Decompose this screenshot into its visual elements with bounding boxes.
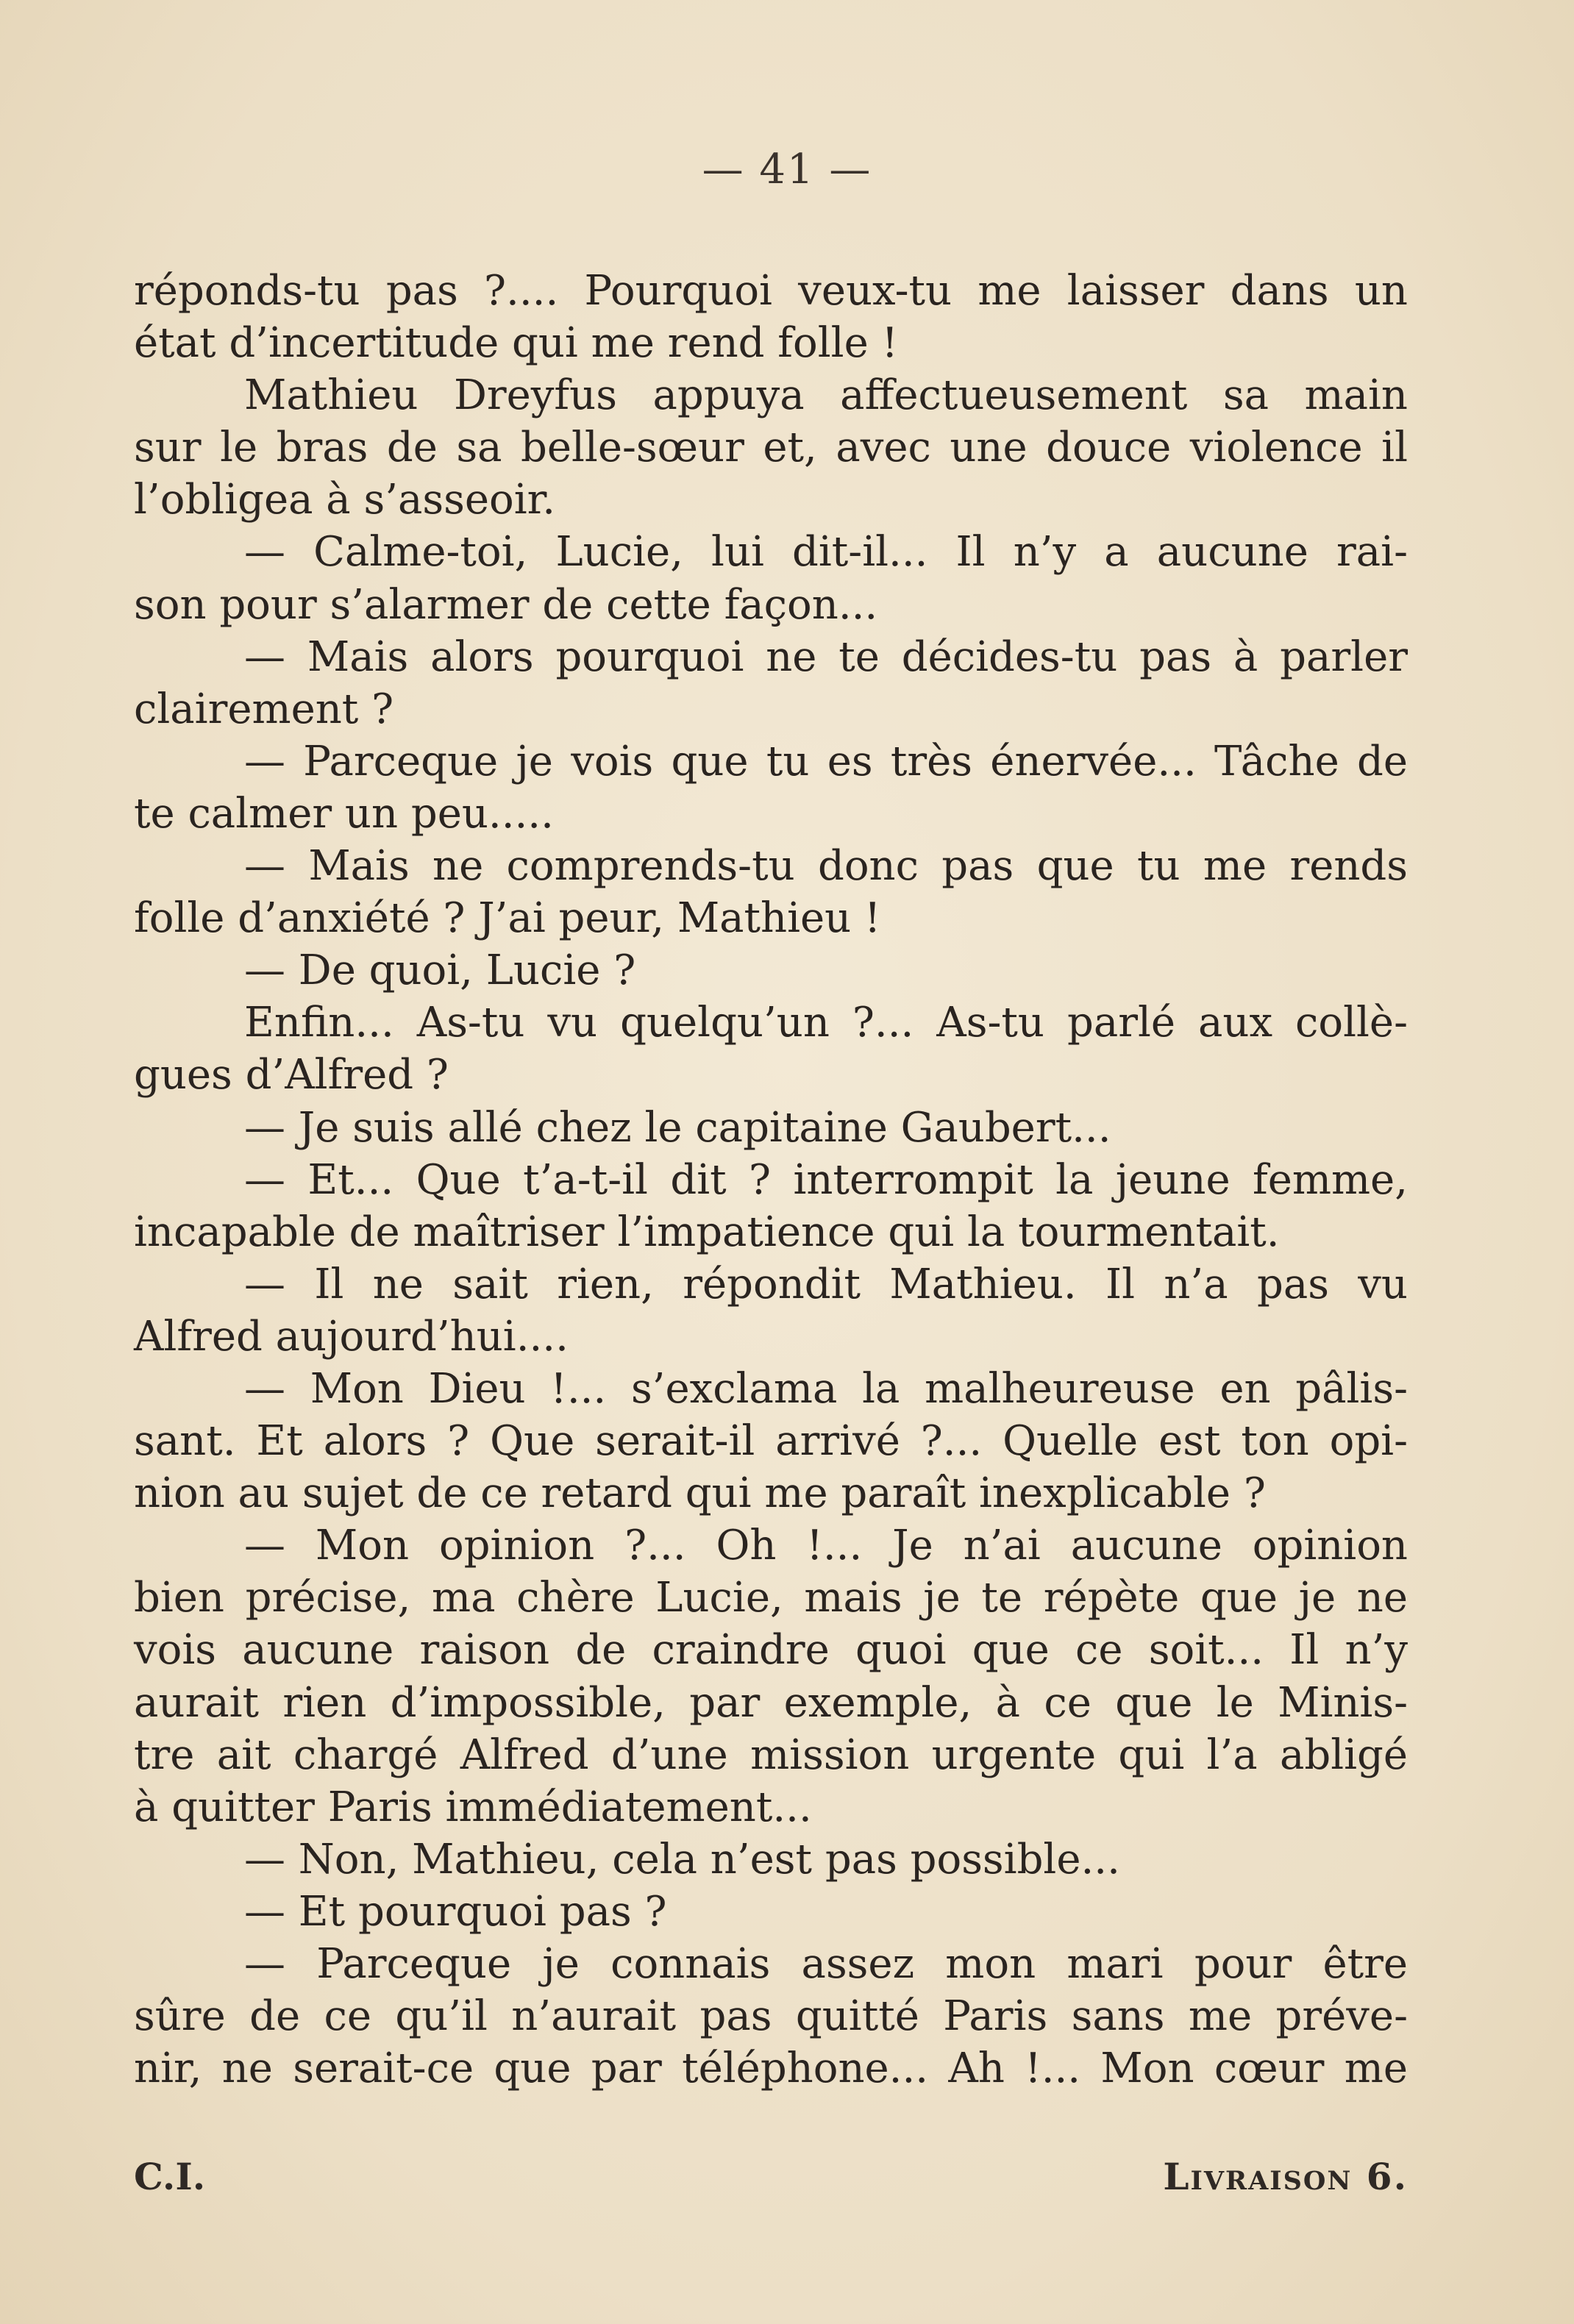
text-line: — Il ne sait rien, répondit Mathieu. Il n’a pas vu (244, 1260, 1408, 1308)
text-line: sur le bras de sa belle-sœur et, avec une douce violence il (134, 424, 1408, 472)
text-line: clairement ? (134, 685, 394, 733)
text-line: — Calme-toi, Lucie, lui dit-il... Il n’y a aucune rai- (244, 528, 1408, 577)
text-line: Enfin... As-tu vu quelqu’un ?... As-tu parlé aux collè- (244, 999, 1408, 1047)
text-line: vois aucune raison de craindre quoi que ce soit... Il n’y (134, 1626, 1408, 1675)
page-number: — 41 — (702, 146, 872, 193)
text-line: tre ait chargé Alfred d’une mission urgente qui l’a abligé (134, 1730, 1408, 1779)
text-line: son pour s’alarmer de cette façon... (134, 580, 878, 629)
text-line: sant. Et alors ? Que serait-il arrivé ?... Quelle est ton opi- (134, 1417, 1408, 1466)
text-line: — Parceque je vois que tu es très énervée... Tâche de (244, 737, 1408, 785)
text-line: — Mon Dieu !... s’exclama la malheureuse en pâlis- (244, 1364, 1408, 1413)
text-line: Alfred aujourd’hui.... (134, 1312, 569, 1361)
text-line: gues d’Alfred ? (134, 1051, 449, 1099)
text-line: — Je suis allé chez le capitaine Gaubert... (244, 1103, 1111, 1152)
text-line: aurait rien d’impossible, par exemple, à ce que le Minis- (134, 1678, 1408, 1727)
text-line: état d’incertitude qui me rend folle ! (134, 319, 899, 368)
text-line: — De quoi, Lucie ? (244, 947, 636, 995)
text-line: nion au sujet de ce retard qui me paraît inexplicable ? (134, 1469, 1266, 1518)
text-line: — Et pourquoi pas ? (244, 1887, 667, 1936)
text-line: — Parceque je connais assez mon mari pour être (244, 1940, 1408, 1988)
text-line: bien précise, ma chère Lucie, mais je te répète que je ne (134, 1574, 1408, 1622)
page-footer (134, 2155, 1408, 2206)
text-line: sûre de ce qu’il n’aurait pas quitté Paris sans me préve- (134, 1992, 1408, 2041)
text-line: te calmer un peu..... (134, 789, 554, 838)
text-line: réponds-tu pas ?.... Pourquoi veux-tu me laisser dans un (134, 267, 1408, 315)
body-text (134, 265, 1408, 2147)
text-line: — Mais ne comprends-tu donc pas que tu me rends (244, 842, 1408, 891)
text-line: — Et... Que t’a-t-il dit ? interrompit la jeune femme, (244, 1155, 1408, 1204)
installment-label: Livraison 6. (1163, 2155, 1408, 2198)
text-line: — Non, Mathieu, cela n’est pas possible... (244, 1835, 1120, 1883)
signature-mark: C.I. (134, 2155, 206, 2198)
text-line: incapable de maîtriser l’impatience qui la tourmentait. (134, 1208, 1280, 1256)
text-line: l’obligea à s’asseoir. (134, 476, 556, 524)
text-line: — Mon opinion ?... Oh !... Je n’ai aucune opinion (244, 1522, 1408, 1570)
text-line: — Mais alors pourquoi ne te décides-tu pas à parler (244, 632, 1408, 681)
text-line: nir, ne serait-ce que par téléphone... Ah !... Mon cœur me (134, 2045, 1408, 2093)
text-line: folle d’anxiété ? J’ai peur, Mathieu ! (134, 894, 881, 943)
text-line: Mathieu Dreyfus appuya affectueusement sa main (244, 371, 1408, 420)
text-line: à quitter Paris immédiatement... (134, 1783, 812, 1831)
